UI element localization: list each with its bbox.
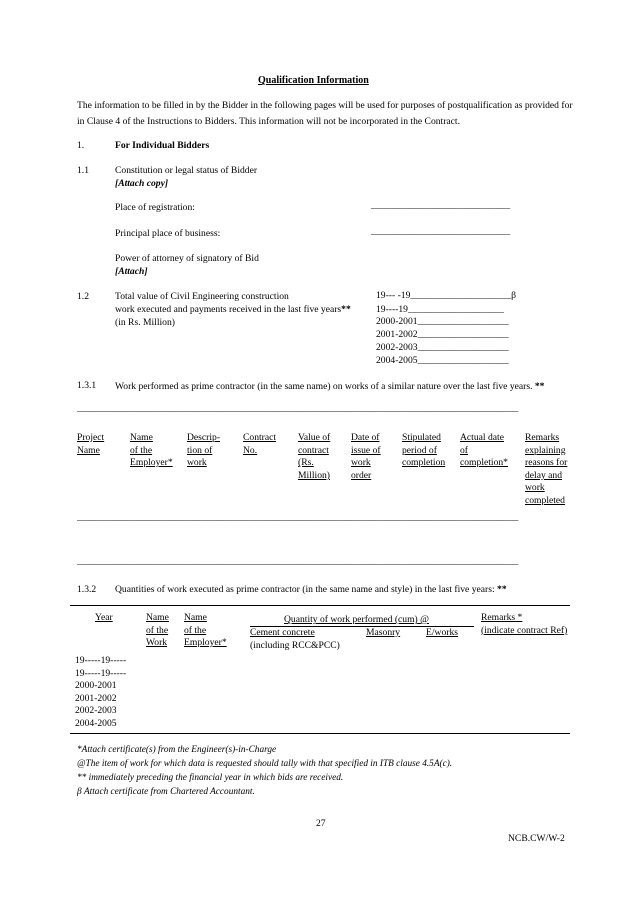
list-item: 2001-2002 (75, 692, 117, 704)
list-item: 19-----19----- (75, 655, 127, 666)
intro-paragraph: The information to be filled in by the Bidder in the following pages will be used for purposes of postqualification as provided for in Clause 4 of the Instructions to Bidders. This information will not be incorporated in the Contract. (77, 100, 573, 127)
year-row-3[interactable]: 2001-2002___________________ (376, 329, 509, 340)
col-quantity-header: Quantity of work performed (cum) @ (284, 614, 429, 625)
col-employer: Name of the Employer* (184, 612, 227, 649)
year-row-2[interactable]: 2000-2001___________________ (376, 316, 509, 327)
double-asterisk-mark: ** (534, 381, 545, 392)
col-contract-value: Value of contract (Rs. Million) (298, 432, 331, 481)
place-registration-blank[interactable]: _____________________________ (371, 200, 511, 211)
list-item: 19-----19----- (75, 667, 127, 679)
s1-1-number: 1.1 (77, 165, 89, 176)
s1-1-attach: [Attach copy] (115, 178, 169, 189)
page-number: 27 (316, 818, 326, 829)
col-work-name: Name of the Work (146, 612, 169, 649)
footnote-beta: β Attach certificate from Chartered Accountant. (77, 787, 255, 797)
col-year: Year (95, 612, 113, 623)
year-row-1[interactable]: 19----19____________________ (376, 304, 504, 315)
document-reference: NCB.CW/W-2 (508, 833, 565, 844)
rule-1: ____________________________________________________________________________________________ (77, 403, 519, 414)
s1-2-line3: (in Rs. Million) (115, 317, 175, 328)
s1-3-1-number: 1.3.1 (77, 380, 97, 391)
year-list (75, 655, 126, 731)
footnote-at: @The item of work for which data is requested should tally with that specified in ITB clause 4.5A(c). (77, 759, 453, 769)
principal-place-label: Principal place of business: (115, 228, 221, 239)
double-asterisk-mark: ** (497, 584, 507, 595)
section-1-number: 1. (77, 140, 85, 151)
col-cement-concrete: Cement concrete (including RCC&PCC) (250, 627, 340, 651)
s1-2-line2: work executed and payments received in the last five years** (115, 304, 351, 315)
power-of-attorney-attach: [Attach] (115, 266, 148, 277)
page-title: Qualification Information (258, 75, 369, 86)
s1-2-number: 1.2 (77, 291, 89, 302)
col-employer-name: Name of the Employer* (130, 432, 173, 469)
principal-place-blank[interactable]: _____________________________ (371, 226, 511, 237)
quantities-table-top-border (70, 605, 570, 606)
col-work-order-date: Date of issue of work order (351, 432, 381, 481)
s1-2-line1: Total value of Civil Engineering construction (115, 291, 289, 302)
list-item: 2002-2003 (75, 705, 117, 717)
quantities-table-bottom-border (70, 733, 570, 734)
section-1-title: For Individual Bidders (115, 140, 210, 151)
s1-3-2-number: 1.3.2 (77, 584, 97, 595)
col-earthworks: E/works (426, 627, 458, 638)
col-remarks-ref: Remarks * (indicate contract Ref) (481, 612, 568, 636)
footnote-asterisk: *Attach certificate(s) from the Engineer(s)-in-Charge (77, 745, 277, 755)
place-registration-label: Place of registration: (115, 202, 195, 213)
col-stipulated-period: Stipulated period of completion (402, 432, 446, 469)
power-of-attorney-label: Power of attorney of signatory of Bid (115, 253, 259, 264)
footnote-double-asterisk: ** immediately preceding the financial year in which bids are received. (77, 773, 344, 783)
col-actual-completion: Actual date of completion* (460, 432, 508, 469)
rule-3: ____________________________________________________________________________________________ (77, 556, 519, 567)
s1-3-1-text: Work performed as prime contractor (in the same name) on works of a similar nature over the last five years. ** (115, 381, 545, 392)
rule-2: ____________________________________________________________________________________________ (77, 512, 519, 523)
at-mark: @ (420, 614, 429, 625)
col-contract-no: Contract No. (243, 432, 277, 456)
year-row-5[interactable]: 2004-2005___________________ (376, 355, 509, 366)
s1-1-label: Constitution or legal status of Bidder (115, 165, 258, 176)
list-item: 2000-2001 (75, 680, 117, 692)
col-description: Descrip- tion of work (187, 432, 221, 469)
col-remarks: Remarks explaining reasons for delay and work completed (525, 432, 568, 506)
col-masonry: Masonry (366, 627, 401, 638)
double-asterisk-mark: ** (341, 304, 351, 315)
list-item: 2004-2005 (75, 717, 117, 729)
year-row-4[interactable]: 2002-2003___________________ (376, 342, 509, 353)
year-row-0[interactable]: 19--- -19_____________________β (376, 290, 516, 301)
s1-3-2-text: Quantities of work executed as prime contractor (in the same name and style) in the last five years: ** (115, 584, 507, 595)
col-project-name: Project Name (77, 432, 105, 456)
